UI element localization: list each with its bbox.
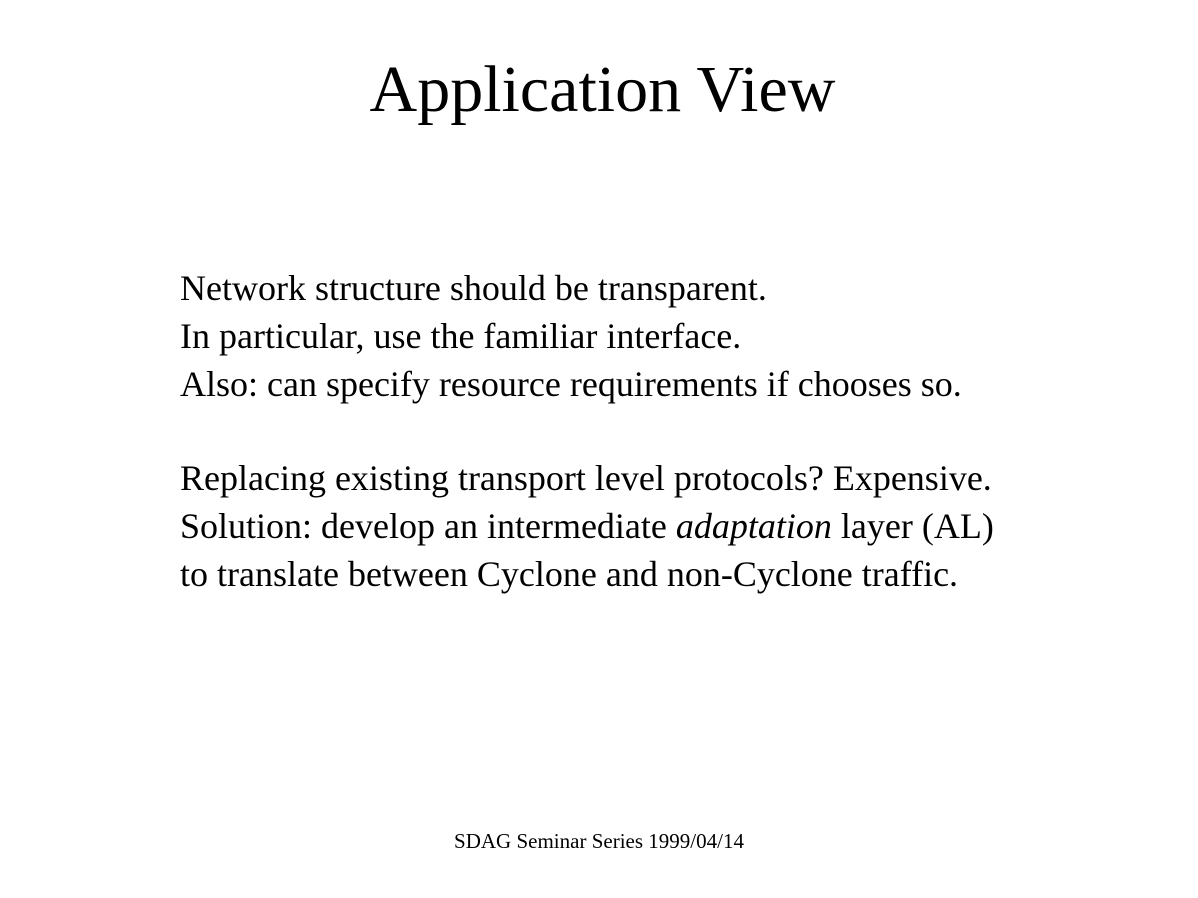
body-line-4: Replacing existing transport level protocols? Expensive.: [180, 458, 992, 498]
slide-footer: SDAG Seminar Series 1999/04/14: [454, 829, 744, 853]
slide-body: [180, 264, 1180, 598]
body-line-3: Also: can specify resource requirements if chooses so.: [180, 364, 962, 404]
body-line-2: In particular, use the familiar interface.: [180, 316, 742, 356]
body-line-5-italic: adaptation: [675, 506, 832, 546]
body-line-5-start: Solution: develop an intermediate: [180, 506, 676, 546]
body-line-1: Network structure should be transparent.: [180, 268, 767, 308]
slide-title: Application View: [369, 53, 836, 126]
body-line-5: [180, 502, 1180, 550]
body-line-6: to translate between Cyclone and non-Cyclone traffic.: [180, 554, 959, 594]
body-line-5-end: layer (AL): [831, 506, 994, 546]
paragraph-gap: [180, 408, 1180, 454]
